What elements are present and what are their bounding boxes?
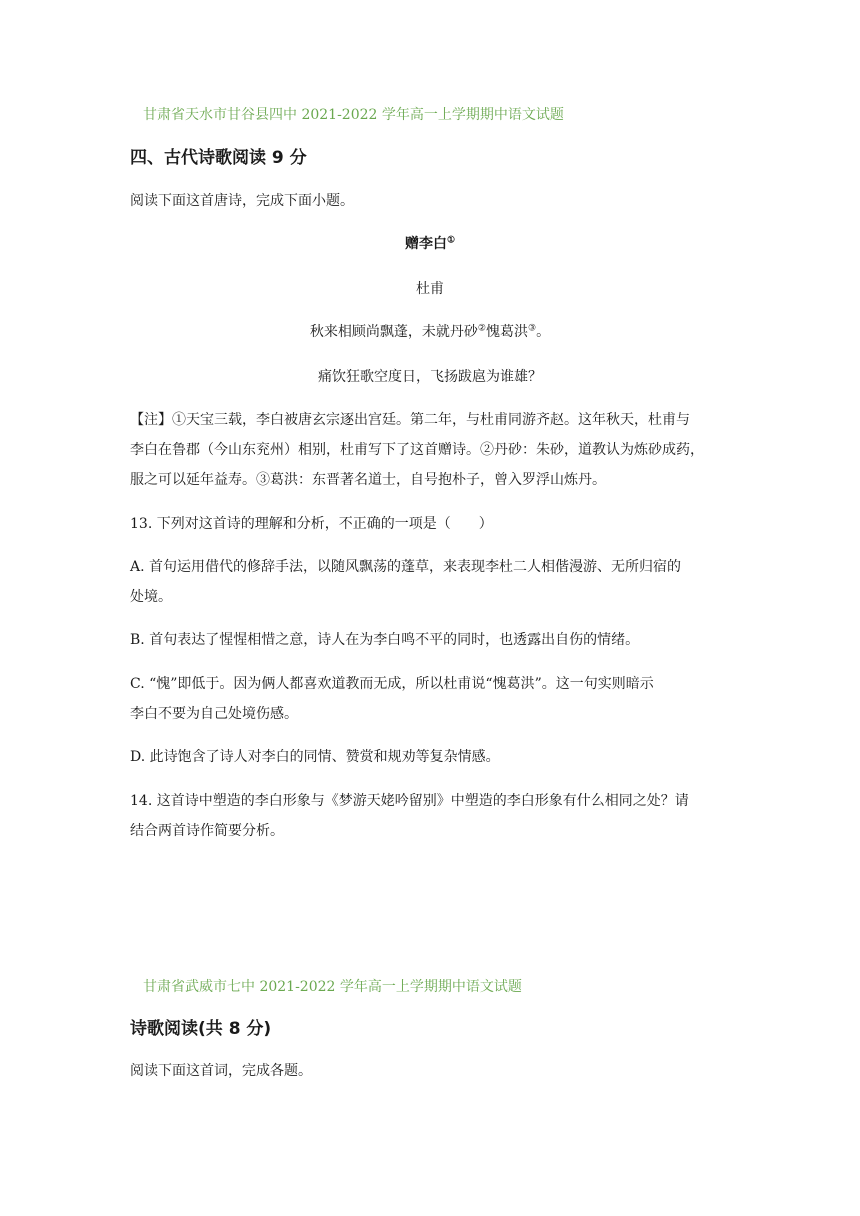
- instruction-2: 阅读下面这首词，完成各题。: [130, 1063, 312, 1079]
- section-heading-1: 四、古代诗歌阅读 9 分: [130, 148, 307, 168]
- question-14-line-1: 14. 这首诗中塑造的李白形象与《梦游天姥吟留别》中塑造的李白形象有什么相同之处？请: [130, 793, 689, 809]
- poem-line-1-part-c: 。: [536, 324, 551, 340]
- option-c-line-1: C. “愧”即低于。因为俩人都喜欢道教而无成，所以杜甫说“愧葛洪”。这一句实则暗示: [130, 676, 654, 692]
- note-line-2: 李白在鲁郡（今山东兖州）相别，杜甫写下了这首赠诗。②丹砂：朱砂，道教认为炼砂成药，: [130, 442, 704, 458]
- section-heading-2: 诗歌阅读(共 8 分): [130, 1019, 272, 1039]
- option-b: B. 首句表达了惺惺相惜之意，诗人在为李白鸣不平的同时，也透露出自伤的情绪。: [130, 632, 640, 648]
- instruction-1: 阅读下面这首唐诗，完成下面小题。: [130, 193, 354, 209]
- source-line-1: 甘肃省天水市甘谷县四中 2021-2022 学年高一上学期期中语文试题: [143, 107, 564, 123]
- poem-line-1-mark-3: ③: [528, 323, 537, 334]
- poem-line-1-part-b: 愧葛洪: [486, 324, 528, 340]
- poem-line-2: 痛饮狂歌空度日，飞扬跋扈为谁雄？: [318, 369, 542, 385]
- option-d: D. 此诗饱含了诗人对李白的同情、赞赏和规劝等复杂情感。: [130, 749, 500, 765]
- poem-author: 杜甫: [416, 281, 444, 297]
- note-line-3: 服之可以延年益寿。③葛洪：东晋著名道士，自号抱朴子，曾入罗浮山炼丹。: [130, 472, 606, 488]
- poem-title-text: 赠李白: [404, 236, 447, 252]
- poem-line-1: [0, 321, 860, 341]
- option-a-line-1: A. 首句运用借代的修辞手法，以随风飘荡的蓬草，来表现李杜二人相偕漫游、无所归宿的: [130, 559, 682, 575]
- option-c-line-2: 李白不要为自己处境伤感。: [130, 706, 298, 722]
- note-line-1: 【注】①天宝三载，李白被唐玄宗逐出宫廷。第二年，与杜甫同游齐赵。这年秋天，杜甫与: [130, 412, 690, 428]
- question-13: 13. 下列对这首诗的理解和分析，不正确的一项是（ ）: [130, 516, 493, 532]
- poem-title: [0, 233, 860, 253]
- poem-line-1-part-a: 秋来相顾尚飘蓬，未就丹砂: [309, 324, 478, 340]
- question-14-line-2: 结合两首诗作简要分析。: [130, 823, 284, 839]
- poem-line-1-mark-2: ②: [477, 323, 486, 334]
- source-line-2: 甘肃省武威市七中 2021-2022 学年高一上学期期中语文试题: [143, 979, 522, 995]
- option-a-line-2: 处境。: [130, 589, 172, 605]
- poem-title-footnote-mark: ①: [446, 235, 456, 246]
